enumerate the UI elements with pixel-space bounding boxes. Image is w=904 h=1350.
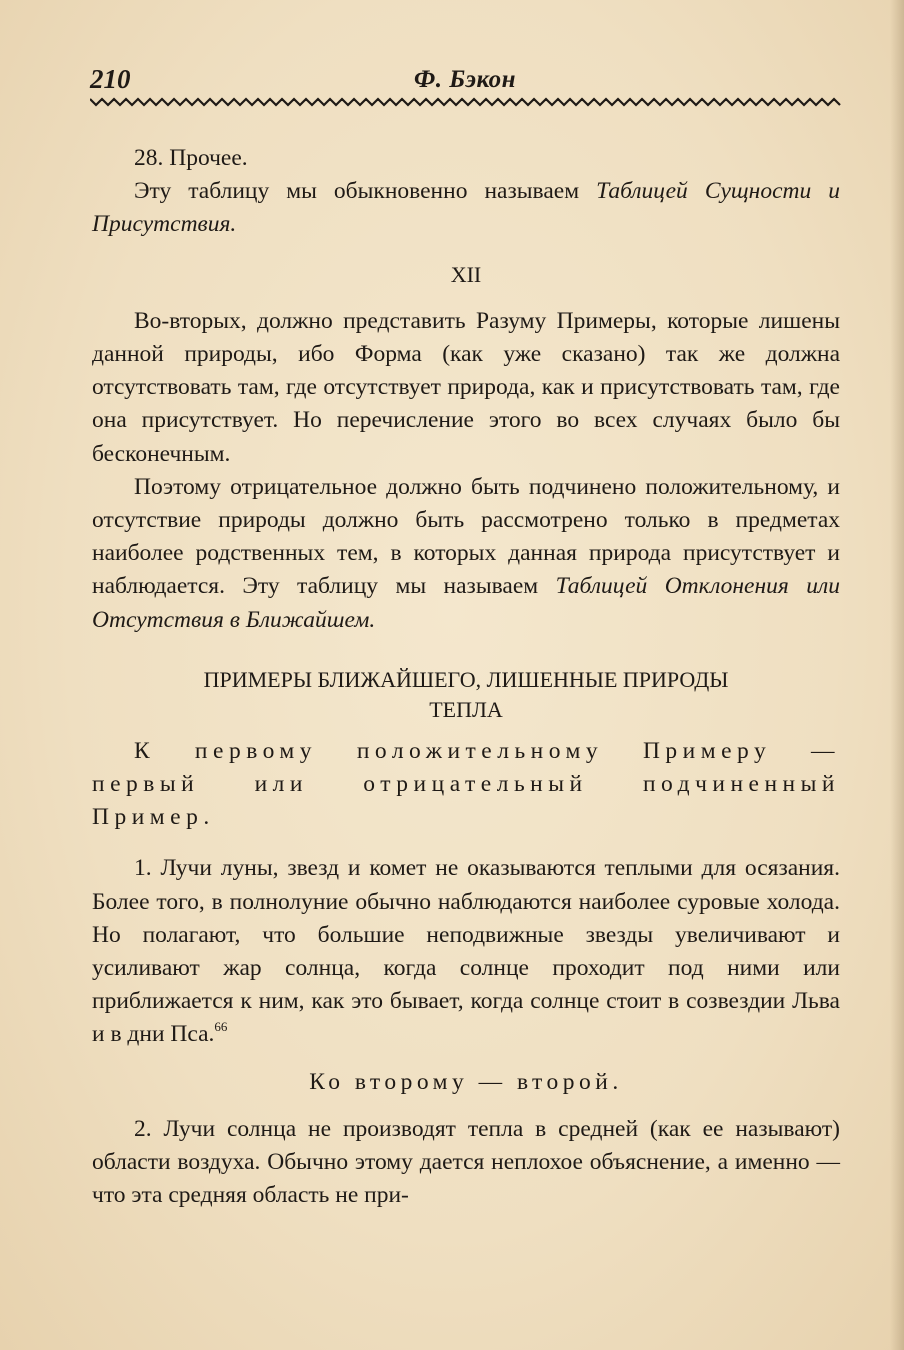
page-body	[92, 142, 840, 1212]
paragraph-therefore	[92, 471, 840, 637]
item-28-text	[92, 175, 840, 241]
section-heading	[92, 665, 840, 725]
item-28-title: 28. Прочее.	[134, 145, 248, 171]
page-number: 210	[90, 64, 131, 94]
item-1	[92, 852, 840, 1051]
paragraph-second: Во-вторых, должно представить Разуму Примеры, которые лишены данной природы, ибо Форма (как уже сказано) так же должна отсутствовать там, где отсутствует природа, как и присутствовать там, где она присутствует. Но перечисление этого во всех случаях было бы бесконечным.	[92, 307, 840, 467]
header-ornament-rule	[90, 96, 842, 108]
item-28-text-plain: Эту таблицу мы обыкновенно называем	[134, 178, 597, 205]
paragraph-therefore-italic: Таблицей Отклонения или Отсутствия в Ближайшем.	[92, 573, 840, 633]
item-28-text-italic: Таблицей Сущности и Присутствия.	[92, 178, 841, 238]
item-1-text: 1. Лучи луны, звезд и комет не оказываются теплыми для осязания. Более того, в полнолуние обычно наблюдаются наиболее суровые холода. Но полагают, что большие неподвижные звезды увеличивают и усиливают жар солнца, когда солнце проходит под ними или приближается к ним, как это бывает, когда солнце стоит в созвездии Льва и в дни Пса.	[92, 855, 840, 1048]
item-2: 2. Лучи солнца не производят тепла в средней (как ее называют) области воздуха. Обычно этому дается неплохое объяснение, а именно — что эта средняя область не при-	[92, 1115, 840, 1209]
section-heading-line2: ТЕПЛА	[429, 696, 503, 722]
paragraph-therefore-plain: Поэтому отрицательное должно быть подчинено положительному, и отсутствие природы должно быть рассмотрено только в предметах наиболее родственных тем, в которых данная природа присутствует и наблюдается. Эту таблицу мы называем	[92, 473, 840, 600]
footnote-marker: 66	[214, 1019, 228, 1035]
running-head: Ф. Бэкон	[413, 66, 517, 93]
first-instance-intro: К первому положительному Примеру — первый или отрицательный подчиненный Пример.	[92, 737, 840, 831]
section-numeral: XII	[450, 261, 482, 287]
section-heading-line1: ПРИМЕРЫ БЛИЖАЙШЕГО, ЛИШЕННЫЕ ПРИРОДЫ	[203, 666, 729, 692]
page-edge-shadow	[890, 0, 904, 1350]
second-instance-intro: Ко второму — второй.	[309, 1068, 623, 1095]
